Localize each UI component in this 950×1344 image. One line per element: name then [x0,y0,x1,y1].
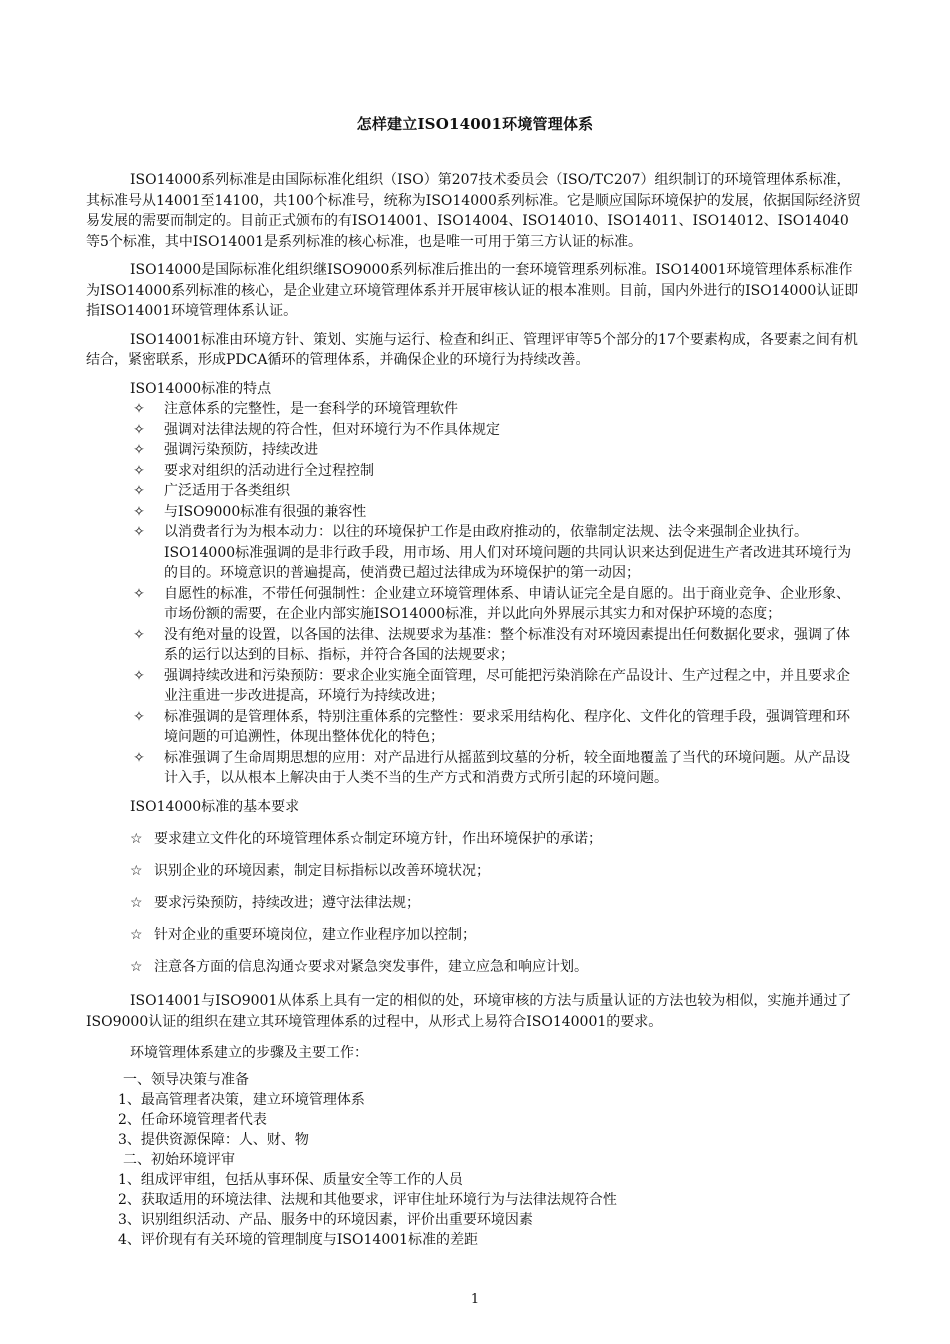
document-title: 怎样建立ISO14001环境管理体系 [356,115,594,133]
requirement-text: 要求污染预防，持续改进；遵守法律法规； [154,894,420,911]
steps-heading: 环境管理体系建立的步骤及主要工作： [130,1045,368,1061]
requirement-text: 要求建立文件化的环境管理体系☆制定环境方针，作出环境保护的承诺； [154,830,602,847]
step-section-heading: 二、初始环境评审 [123,1151,235,1168]
requirement-text: 注意各方面的信息沟通☆要求对紧急突发事件，建立应急和响应计划。 [154,958,588,975]
sparkle-bullet-icon: ✧ [133,667,145,684]
feature-item [86,707,861,748]
feature-text: 强调对法律法规的符合性，但对环境行为不作具体规定 [164,421,500,438]
requirement-item [86,861,861,882]
sparkle-bullet-icon: ✧ [133,483,145,499]
step-section-heading: 一、领导决策与准备 [123,1071,249,1088]
star-bullet-icon: ☆ [130,894,143,911]
feature-item [86,666,861,707]
feature-item [86,625,861,666]
feature-text: 广泛适用于各类组织 [164,483,290,499]
step-item: 2、任命环境管理者代表 [118,1111,267,1128]
sparkle-bullet-icon: ✧ [133,401,145,417]
feature-text: 强调污染预防，持续改进 [164,442,318,458]
sparkle-bullet-icon: ✧ [133,585,145,602]
feature-item [86,502,861,523]
sparkle-bullet-icon: ✧ [133,749,145,766]
requirement-text: 针对企业的重要环境岗位，建立作业程序加以控制； [154,926,476,943]
features-list [86,399,861,789]
feature-item [86,399,861,420]
step-item: 1、组成评审组，包括从事环保、质量安全等工作的人员 [118,1171,463,1188]
step-item: 3、识别组织活动、产品、服务中的环境因素，评价出重要环境因素 [118,1211,533,1228]
page-number: 1 [470,1292,480,1307]
feature-item [86,584,861,625]
feature-text: 要求对组织的活动进行全过程控制 [164,462,374,479]
core-standard-paragraph: ISO14000是国际标准化组织继ISO9000系列标准后推出的一套环境管理系列标准。ISO14001环境管理体系标准作为ISO14000系列标准的核心，是企业建立环境管理体系并开展审核认证的根本准则。目前，国内外进行的ISO14000认证即指ISO14001环境管理体系认证。 [86,262,859,319]
sparkle-bullet-icon: ✧ [133,503,145,520]
steps-list [86,1070,861,1250]
star-bullet-icon: ☆ [130,830,143,847]
feature-item [86,522,861,584]
requirements-heading: ISO14000标准的基本要求 [130,798,300,815]
star-bullet-icon: ☆ [130,958,143,975]
step-item: 3、提供资源保障：人、财、物 [118,1131,309,1148]
step-item: 1、最高管理者决策，建立环境管理体系 [118,1091,365,1108]
feature-item [86,420,861,441]
feature-item [86,748,861,789]
feature-item [86,440,861,461]
document-body [86,170,861,1250]
feature-text: 没有绝对量的设置，以各国的法律、法规要求为基准：整个标准没有对环境因素提出任何数据化要求，强调了体系的运行以达到的目标、指标，并符合各国的法规要求； [164,626,850,663]
features-heading: ISO14000标准的特点 [130,380,272,397]
requirement-item [86,957,861,978]
sparkle-bullet-icon: ✧ [133,626,145,643]
requirement-text: 识别企业的环境因素，制定目标指标以改善环境状况； [154,862,490,879]
sparkle-bullet-icon: ✧ [133,524,145,540]
requirement-item [86,829,861,850]
feature-item [86,461,861,482]
comparison-paragraph: ISO14001与ISO9001从体系上具有一定的相似的处，环境审核的方法与质量认证的方法也较为相似，实施并通过了ISO9000认证的组织在建立其环境管理体系的过程中，从形式上易符合ISO140001的要求。 [86,993,852,1030]
feature-text: 强调持续改进和污染预防：要求企业实施全面管理，尽可能把污染消除在产品设计、生产过程之中，并且要求企业注重进一步改进提高，环境行为持续改进； [164,667,850,704]
requirement-item [86,893,861,914]
sparkle-bullet-icon: ✧ [133,442,145,458]
intro-paragraph: ISO14000系列标准是由国际标准化组织（ISO）第207技术委员会（ISO/TC207）组织制订的环境管理体系标准，其标准号从14001至14100，共100个标准号，统称为ISO14000系列标准。它是顺应国际环境保护的发展，依据国际经济贸易发展的需要而制定的。目前正式颁布的有ISO14001、ISO14004、ISO14010、ISO14011、ISO14012、ISO14040等5个标准，其中ISO14001是系列标准的核心标准，也是唯一可用于第三方认证的标准。 [86,172,861,250]
feature-text: 标准强调了生命周期思想的应用：对产品进行从摇蓝到坟墓的分析，较全面地覆盖了当代的环境问题。从产品设计入手，以从根本上解决由于人类不当的生产方式和消费方式所引起的环境问题。 [164,749,850,786]
star-bullet-icon: ☆ [130,926,143,943]
feature-text: 与ISO9000标准有很强的兼容性 [164,503,367,520]
sparkle-bullet-icon: ✧ [133,462,145,479]
requirement-item [86,925,861,946]
feature-text: 以消费者行为为根本动力：以往的环境保护工作是由政府推动的，依靠制定法规、法令来强制企业执行。ISO14000标准强调的是非行政手段，用市场、用人们对环境问题的共同认识来达到促进生产者改进其环境行为的目的。环境意识的普遍提高，使消费已超过法律成为环境保护的第一动因； [164,524,852,581]
sparkle-bullet-icon: ✧ [133,421,145,438]
step-item: 4、评价现有有关环境的管理制度与ISO14001标准的差距 [118,1231,479,1248]
step-item: 2、获取适用的环境法律、法规和其他要求，评审住址环境行为与法律法规符合性 [118,1191,617,1208]
feature-text: 标准强调的是管理体系，特别注重体系的完整性：要求采用结构化、程序化、文件化的管理手段，强调管理和环境问题的可追溯性，体现出整体优化的特色； [164,708,850,745]
star-bullet-icon: ☆ [130,862,143,879]
requirements-list [86,829,861,978]
feature-text: 注意体系的完整性，是一套科学的环境管理软件 [164,401,458,417]
feature-item [86,481,861,502]
sparkle-bullet-icon: ✧ [133,708,145,725]
feature-text: 自愿性的标准，不带任何强制性：企业建立环境管理体系、申请认证完全是自愿的。出于商业竞争、企业形象、市场份额的需要，在企业内部实施ISO14000标准，并以此向外界展示其实力和对保护环境的态度； [164,585,850,622]
elements-paragraph: ISO14001标准由环境方针、策划、实施与运行、检查和纠正、管理评审等5个部分的17个要素构成，各要素之间有机结合，紧密联系，形成PDCA循环的管理体系，并确保企业的环境行为持续改善。 [86,331,858,368]
